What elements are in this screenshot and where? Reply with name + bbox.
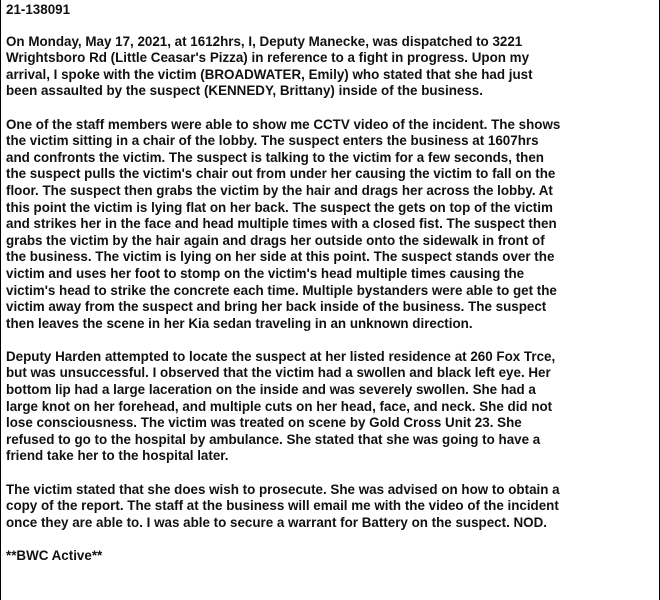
paragraph-dispatch bbox=[6, 34, 653, 100]
paragraph-prosecution bbox=[6, 482, 653, 532]
text-line: the victim sitting in a chair of the lobby. The suspect enters the business at 1607hrs bbox=[6, 133, 539, 149]
spacer bbox=[6, 19, 653, 34]
text-line: been assaulted by the suspect (KENNEDY, Brittany) inside of the business. bbox=[6, 83, 483, 99]
spacer bbox=[6, 100, 653, 117]
text-line: Wrightsboro Rd (Little Ceasar's Pizza) in reference to a fight in progress. Upon my bbox=[6, 50, 530, 66]
text-line: The victim stated that she does wish to prosecute. She was advised on how to obtain a bbox=[6, 481, 560, 497]
text-line: lose consciousness. The victim was treated on scene by Gold Cross Unit 23. She bbox=[6, 415, 522, 431]
text-line: bottom lip had a large laceration on the inside and was severely swollen. She had a bbox=[6, 382, 536, 398]
text-line: but was unsuccessful. I observed that the victim had a swollen and black left eye. Her bbox=[6, 365, 551, 381]
spacer bbox=[6, 465, 653, 482]
case-number: 21-138091 bbox=[6, 2, 71, 17]
text-line: grabs the victim by the hair again and drags her outside onto the sidewalk in front of bbox=[6, 232, 545, 248]
bwc-footer: **BWC Active** bbox=[6, 548, 103, 563]
text-line: victim's head to strike the concrete each time. Multiple bystanders were able to get the bbox=[6, 282, 557, 298]
text-line: and confronts the victim. The suspect is talking to the victim for a few seconds, then bbox=[6, 149, 544, 165]
text-line: copy of the report. The staff at the business will email me with the video of the incident bbox=[6, 498, 559, 514]
text-line: victim away from the suspect and bring her back inside of the business. The suspect bbox=[6, 299, 547, 315]
text-line: floor. The suspect then grabs the victim by the hair and drags her across the lobby. At bbox=[6, 182, 553, 198]
text-line: friend take her to the hospital later. bbox=[6, 448, 229, 464]
text-line: the business. The victim is lying on her side at this point. The suspect stands over the bbox=[6, 249, 555, 265]
text-line: large knot on her forehead, and multiple cuts on her head, face, and neck. She did not bbox=[6, 398, 553, 414]
text-line: this point the victim is lying flat on her back. The suspect the gets on top of the victim bbox=[6, 199, 553, 215]
text-line: Deputy Harden attempted to locate the suspect at her listed residence at 260 Fox Trce, bbox=[6, 348, 556, 364]
text-line: then leaves the scene in her Kia sedan traveling in an unknown direction. bbox=[6, 315, 473, 331]
text-line: victim and uses her foot to stomp on the victim's head multiple times causing the bbox=[6, 265, 525, 281]
text-line: the suspect pulls the victim's chair out from under her causing the victim to fall on the bbox=[6, 166, 556, 182]
paragraph-cctv bbox=[6, 117, 653, 333]
paragraph-injuries bbox=[6, 349, 653, 465]
text-line: On Monday, May 17, 2021, at 1612hrs, I, Deputy Manecke, was dispatched to 3221 bbox=[6, 33, 523, 49]
spacer bbox=[6, 332, 653, 349]
text-line: once they are able to. I was able to secure a warrant for Battery on the suspect. NOD. bbox=[6, 514, 547, 530]
text-line: and strikes her in the face and head multiple times with a closed fist. The suspect then bbox=[6, 216, 557, 232]
text-line: One of the staff members were able to show me CCTV video of the incident. The shows bbox=[6, 116, 561, 132]
text-line: refused to go to the hospital by ambulance. She stated that she was going to have a bbox=[6, 431, 541, 447]
spacer bbox=[6, 531, 653, 548]
text-line: arrival, I spoke with the victim (BROADWATER, Emily) who stated that she had just bbox=[6, 66, 533, 82]
